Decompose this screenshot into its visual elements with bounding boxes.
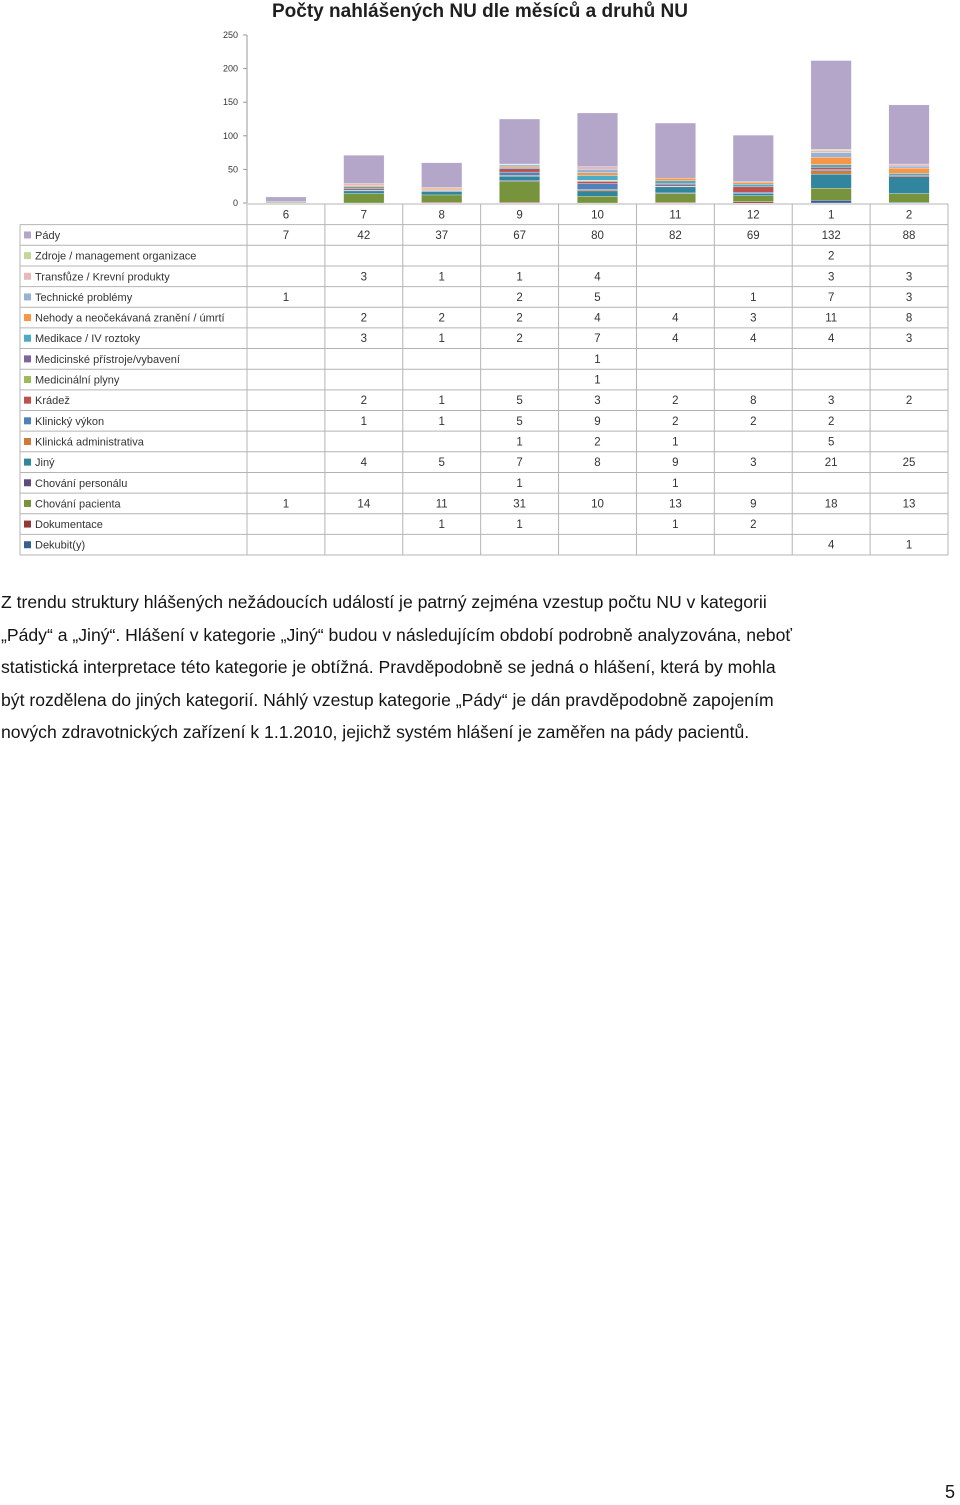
y-tick-label: 150 xyxy=(222,97,238,108)
data-value: 1 xyxy=(516,477,523,490)
bar-segment xyxy=(733,184,774,187)
legend-label: Chování pacienta xyxy=(35,498,121,511)
category-label: 8 xyxy=(438,209,445,222)
bar-segment xyxy=(421,163,462,188)
bar-segment xyxy=(655,184,696,185)
legend-label: Technické problémy xyxy=(35,291,133,304)
data-value: 2 xyxy=(672,415,679,428)
bar-segment xyxy=(889,175,930,176)
bar-segment xyxy=(733,196,774,202)
bar-segment xyxy=(655,187,696,193)
legend-swatch xyxy=(24,376,31,383)
data-value: 1 xyxy=(438,395,445,408)
data-value: 13 xyxy=(902,498,916,511)
data-value: 5 xyxy=(516,415,523,428)
data-value: 1 xyxy=(750,291,757,304)
data-value: 7 xyxy=(827,291,835,304)
bar-segment xyxy=(889,194,930,203)
category-label: 9 xyxy=(516,209,523,222)
legend-label: Pády xyxy=(35,229,61,242)
legend-swatch xyxy=(24,397,31,404)
data-value: 3 xyxy=(594,395,601,408)
bar-segment xyxy=(421,188,462,189)
paragraph-line: „Pády“ a „Jiný“. Hlášení v kategorie „Jiný“ budou v následujícím období podrobně analyzována, neboť xyxy=(1,624,792,645)
data-value: 11 xyxy=(435,498,448,511)
data-value: 3 xyxy=(827,271,835,284)
data-value: 2 xyxy=(516,291,523,304)
category-label: 1 xyxy=(827,209,835,222)
data-value: 2 xyxy=(672,395,679,408)
data-value: 14 xyxy=(357,498,371,511)
bar-segment xyxy=(577,167,618,170)
data-value: 2 xyxy=(516,333,523,346)
data-value: 5 xyxy=(438,457,445,470)
data-value: 4 xyxy=(672,312,679,325)
bar-segment xyxy=(655,181,696,184)
bar-segment xyxy=(811,174,852,188)
data-value: 37 xyxy=(435,229,449,242)
data-value: 1 xyxy=(672,519,679,532)
data-value: 1 xyxy=(438,519,445,532)
data-value: 5 xyxy=(516,395,523,408)
bar-segment xyxy=(499,167,540,168)
data-value: 1 xyxy=(438,415,445,428)
data-value: 2 xyxy=(516,312,523,325)
bar-segment xyxy=(811,61,852,150)
legend-label: Medikace / IV roztoky xyxy=(35,333,141,346)
bar-segment xyxy=(577,184,618,190)
category-label: 2 xyxy=(905,209,913,222)
bar-segment xyxy=(889,173,930,175)
data-value: 11 xyxy=(825,312,838,325)
data-value: 1 xyxy=(282,498,290,511)
data-value: 69 xyxy=(746,229,760,242)
data-value: 8 xyxy=(750,395,757,408)
bar-segment xyxy=(733,187,774,192)
category-label: 6 xyxy=(282,209,290,222)
bar-segment xyxy=(577,169,618,172)
data-value: 1 xyxy=(672,477,679,490)
data-value: 9 xyxy=(750,498,757,511)
data-value: 9 xyxy=(672,457,679,470)
legend-swatch xyxy=(24,314,31,321)
data-value: 1 xyxy=(672,436,679,449)
bar-segment xyxy=(344,184,385,186)
legend-label: Krádež xyxy=(35,395,70,408)
bar-segment xyxy=(733,182,774,184)
data-value: 88 xyxy=(902,229,916,242)
bar-segment xyxy=(499,172,540,175)
y-tick-label: 200 xyxy=(222,63,238,74)
data-value: 3 xyxy=(905,291,913,304)
data-value: 2 xyxy=(750,415,757,428)
bar-segment xyxy=(344,194,385,203)
data-value: 3 xyxy=(360,271,368,284)
bar-segment xyxy=(811,151,852,153)
bar-segment xyxy=(811,188,852,200)
legend-swatch xyxy=(24,541,31,548)
data-value: 4 xyxy=(827,539,835,552)
bar-segment xyxy=(889,168,930,173)
data-value: 2 xyxy=(827,250,835,263)
bar-segment xyxy=(655,185,696,186)
legend-label: Chování personálu xyxy=(35,477,128,490)
bar-segment xyxy=(655,194,696,203)
paragraph-line: být rozdělena do jiných kategorií. Náhlý vzestup kategorie „Pády“ je dán pravděpodobně zapojením xyxy=(1,689,774,710)
data-value: 42 xyxy=(357,229,371,242)
bar-segment xyxy=(499,176,540,181)
bar-segment xyxy=(889,105,930,164)
bar-segment xyxy=(577,113,618,167)
chart-title: Počty nahlášených NU dle měsíců a druhů NU xyxy=(272,1,688,22)
data-value: 10 xyxy=(591,498,604,511)
legend-swatch xyxy=(24,479,31,486)
data-value: 1 xyxy=(594,353,601,366)
bar-segment xyxy=(811,171,852,174)
data-value: 9 xyxy=(594,415,601,428)
bar-segment xyxy=(499,166,540,167)
data-value: 132 xyxy=(821,229,841,242)
legend-swatch xyxy=(24,438,31,445)
data-value: 4 xyxy=(827,333,835,346)
data-value: 4 xyxy=(672,333,679,346)
data-value: 25 xyxy=(902,457,916,470)
data-value: 1 xyxy=(438,271,445,284)
legend-label: Dekubit(y) xyxy=(35,539,86,552)
data-value: 4 xyxy=(360,457,368,470)
data-value: 2 xyxy=(594,436,601,449)
bar-segment xyxy=(811,167,852,169)
data-value: 2 xyxy=(750,519,757,532)
data-value: 3 xyxy=(360,333,368,346)
legend-swatch xyxy=(24,355,31,362)
data-value: 1 xyxy=(516,271,523,284)
legend-swatch xyxy=(24,252,31,259)
legend-label: Medicinální plyny xyxy=(35,374,120,387)
data-value: 1 xyxy=(516,436,523,449)
legend-label: Klinická administrativa xyxy=(35,436,144,449)
bar-segment xyxy=(655,123,696,178)
legend-swatch xyxy=(24,293,31,300)
bar-segment xyxy=(499,119,540,164)
data-value: 2 xyxy=(438,312,445,325)
data-value: 4 xyxy=(594,271,601,284)
bar-segment xyxy=(733,194,774,196)
category-label: 7 xyxy=(360,209,368,222)
bar-segment xyxy=(655,178,696,181)
y-tick-label: 0 xyxy=(232,198,238,208)
bar-segment xyxy=(811,169,852,170)
data-value: 7 xyxy=(282,229,290,242)
paragraph-line: nových zdravotnických zařízení k 1.1.2010, jejichž systém hlášení je zaměřen na pády pacientů. xyxy=(1,722,750,743)
bar-segment xyxy=(577,196,618,203)
bar-segment xyxy=(811,200,852,203)
bar-segment xyxy=(889,166,930,168)
data-value: 80 xyxy=(591,229,604,242)
data-value: 1 xyxy=(516,519,523,532)
legend-swatch xyxy=(24,500,31,507)
data-value: 2 xyxy=(905,395,913,408)
bar-segment xyxy=(577,181,618,183)
bar-segment xyxy=(344,189,385,190)
legend-label: Zdroje / management organizace xyxy=(35,250,197,263)
data-value: 8 xyxy=(594,457,601,470)
legend-swatch xyxy=(24,273,31,280)
bar-segment xyxy=(499,181,540,202)
legend-label: Jiný xyxy=(35,457,55,470)
data-value: 3 xyxy=(905,271,913,284)
data-value: 3 xyxy=(905,333,913,346)
bar-segment xyxy=(421,192,462,195)
legend-label: Klinický výkon xyxy=(35,415,105,428)
category-label: 11 xyxy=(669,209,682,222)
legend-swatch xyxy=(24,417,31,424)
chart-marks xyxy=(20,30,948,555)
legend-label: Nehody a neočekávaná zranění / úmrtí xyxy=(35,312,225,325)
bar-segment xyxy=(499,165,540,166)
data-value: 4 xyxy=(594,312,601,325)
bar-segment xyxy=(733,135,774,181)
bar-segment xyxy=(344,191,385,194)
bar-segment xyxy=(344,186,385,187)
legend-label: Dokumentace xyxy=(35,519,103,532)
bar-segment xyxy=(577,175,618,180)
bar-segment xyxy=(811,149,852,150)
data-value: 31 xyxy=(513,498,527,511)
data-value: 18 xyxy=(824,498,838,511)
data-value: 1 xyxy=(594,374,601,387)
category-label: 12 xyxy=(746,209,760,222)
paragraph-line: statistická interpretace této kategorie je obtížná. Pravděpodobně se jedná o hlášení, která by mohla xyxy=(1,657,776,678)
data-value: 1 xyxy=(282,291,290,304)
data-value: 67 xyxy=(513,229,527,242)
legend-swatch xyxy=(24,459,31,466)
bar-segment xyxy=(344,187,385,189)
bar-segment xyxy=(811,153,852,158)
data-value: 2 xyxy=(360,395,368,408)
bar-segment xyxy=(577,173,618,176)
data-value: 7 xyxy=(516,457,523,470)
data-value: 8 xyxy=(905,312,913,325)
chart-container xyxy=(0,0,960,560)
data-value: 5 xyxy=(827,436,835,449)
data-value: 1 xyxy=(360,415,368,428)
bar-segment xyxy=(811,157,852,164)
bar-segment xyxy=(889,177,930,194)
body-paragraph xyxy=(1,586,956,749)
y-tick-label: 50 xyxy=(227,164,238,175)
data-value: 3 xyxy=(750,457,757,470)
data-value: 3 xyxy=(827,395,835,408)
legend-label: Medicinské přístroje/vybavení xyxy=(35,353,180,366)
bar-segment xyxy=(811,165,852,168)
bar-segment xyxy=(889,164,930,166)
data-value: 5 xyxy=(594,291,601,304)
bar-segment xyxy=(344,155,385,183)
legend-swatch xyxy=(24,521,31,528)
category-label: 10 xyxy=(591,209,604,222)
data-value: 4 xyxy=(750,333,757,346)
bar-segment xyxy=(577,191,618,196)
y-tick-label: 100 xyxy=(222,130,238,141)
paragraph-line: Z trendu struktury hlášených nežádoucích událostí je patrný zejména vzestup počtu NU v kategorii xyxy=(1,592,767,612)
data-value: 1 xyxy=(905,539,913,552)
data-value: 1 xyxy=(438,333,445,346)
legend-label: Transfůze / Krevní produkty xyxy=(35,271,170,284)
page-number: 5 xyxy=(944,1482,955,1502)
data-value: 3 xyxy=(750,312,757,325)
data-value: 2 xyxy=(360,312,368,325)
bar-segment xyxy=(733,202,774,203)
data-value: 7 xyxy=(594,333,601,346)
legend-swatch xyxy=(24,335,31,342)
legend-swatch xyxy=(24,231,31,238)
bar-segment xyxy=(421,195,462,202)
bar-segment xyxy=(499,169,540,172)
y-tick-label: 250 xyxy=(222,30,238,40)
chart-svg xyxy=(0,0,960,560)
bar-segment xyxy=(266,197,307,202)
bar-segment xyxy=(733,192,774,193)
data-value: 2 xyxy=(827,415,835,428)
bar-segment xyxy=(577,190,618,191)
data-value: 13 xyxy=(668,498,682,511)
data-value: 82 xyxy=(668,229,682,242)
data-value: 21 xyxy=(824,457,838,470)
